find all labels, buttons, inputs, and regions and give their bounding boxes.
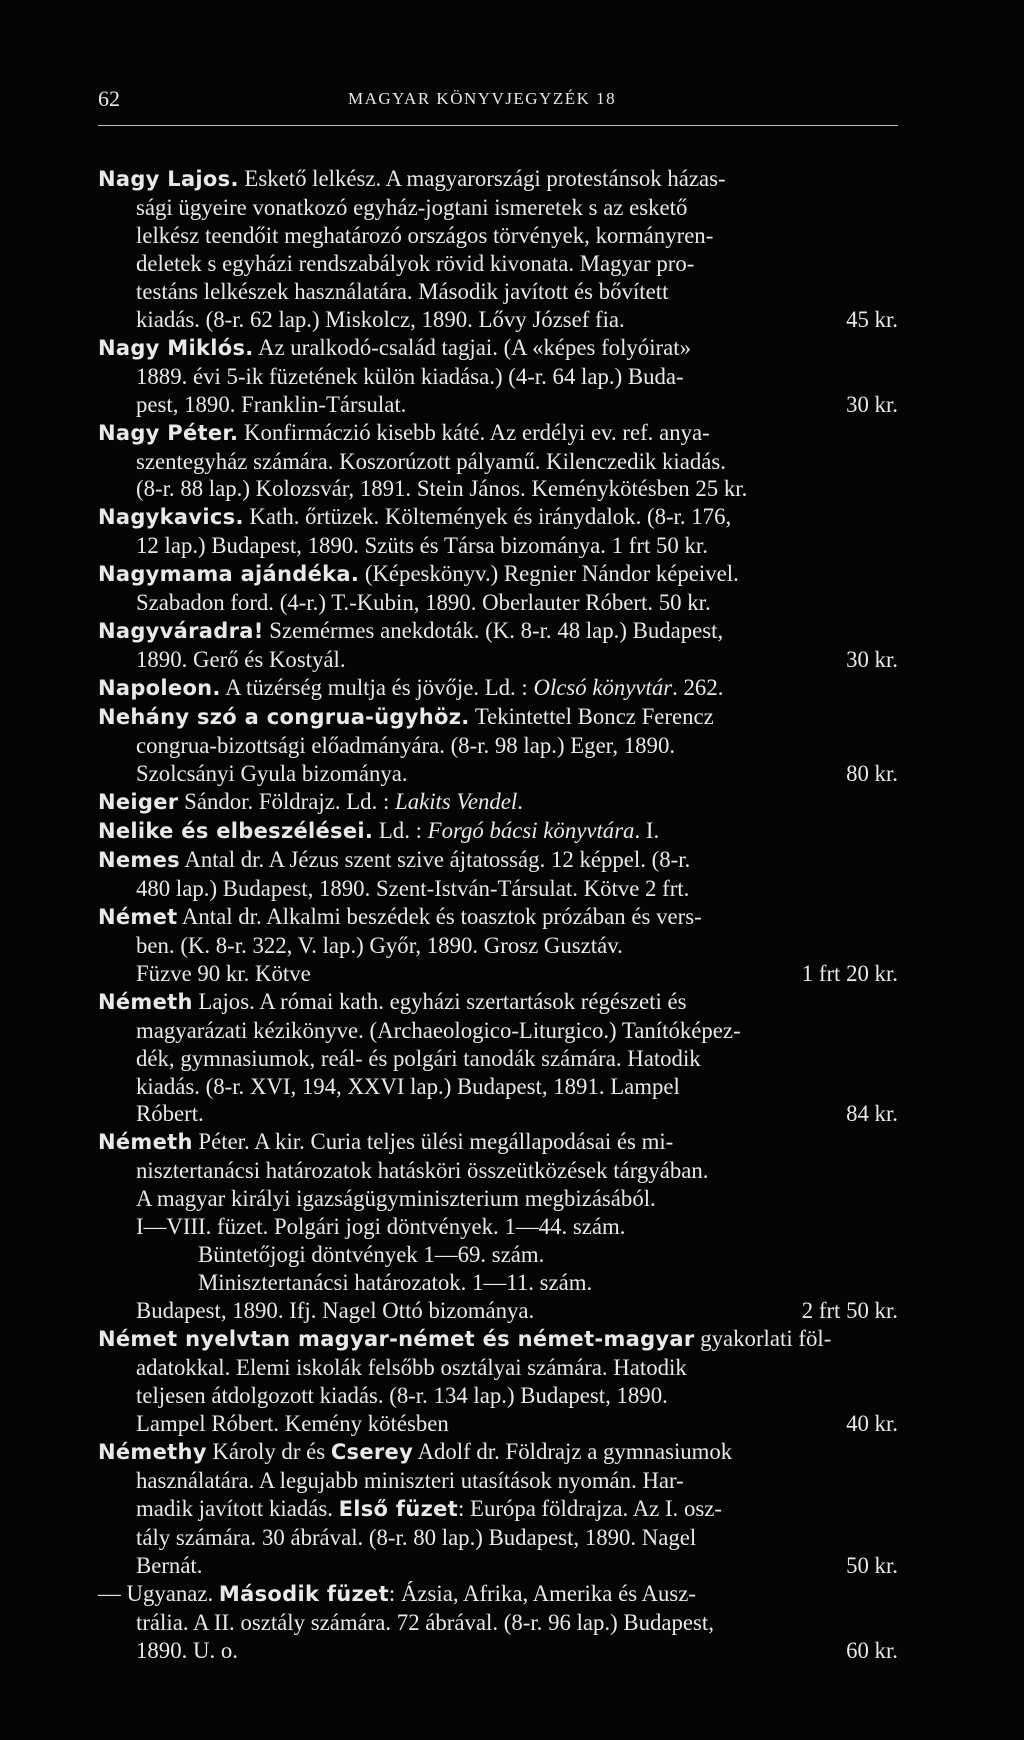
entry-text: tály számára. 30 ábrával. (8-r. 80 lap.) Budapest, 1890. Nagel	[136, 1524, 697, 1550]
entry-text: Péter. A kir. Curia teljes ülési megállapodásai és mi-	[192, 1129, 674, 1155]
entry-text: Lampel Róbert. Kemény kötésben	[136, 1410, 449, 1436]
entry-line	[98, 391, 898, 419]
entry-text: kiadás. (8-r. XVI, 194, XXVI lap.) Budapest, 1891. Lampel	[136, 1073, 680, 1099]
entry-price: 30 kr.	[846, 391, 898, 417]
entry-text: használatára. A legujabb miniszteri utasítások nyomán. Har-	[136, 1467, 684, 1493]
entry-line	[98, 448, 898, 476]
entry-text: : Ázsia, Afrika, Amerika és Ausz-	[388, 1580, 696, 1606]
entry-heading: Neiger	[98, 789, 179, 814]
entry-text: Adolf dr. Földrajz a gymnasiumok	[413, 1438, 733, 1464]
entry-text: congrua-bizottsági előadmányára. (8-r. 98 lap.) Eger, 1890.	[136, 733, 676, 759]
entry-line	[98, 306, 898, 334]
entry-line	[98, 419, 898, 448]
entry-heading: Cserey	[330, 1439, 414, 1464]
entry-text: (Képeskönyv.) Regnier Nándor képeivel.	[359, 561, 739, 587]
entry-text: dék, gymnasiumok, reál- és polgári tanodák számára. Hatodik	[136, 1045, 701, 1071]
entry-line	[98, 1241, 898, 1269]
catalog-entry	[98, 903, 898, 988]
entry-line	[98, 703, 898, 732]
entry-line	[98, 1185, 898, 1213]
entry-heading: Német nyelvtan magyar-német és német-magyar	[98, 1327, 695, 1352]
entry-heading: Nagy Lajos.	[98, 167, 239, 191]
entry-line	[98, 222, 898, 250]
entry-text: Sándor. Földrajz. Ld. :	[178, 788, 396, 814]
entry-reference: Olcsó könyvtár	[533, 675, 673, 701]
entry-text: 1890. U. o.	[136, 1637, 238, 1663]
catalog-entries	[98, 165, 898, 1665]
entry-line	[98, 1410, 898, 1438]
entry-text: A magyar királyi igazságügyminiszterium megbizásából.	[136, 1186, 656, 1212]
entry-heading: Németh	[98, 989, 193, 1014]
entry-text: Kath. őrtüzek. Költemények és iránydalok. (8-r. 176,	[243, 504, 732, 530]
entry-line	[98, 788, 898, 817]
entry-line	[98, 1467, 898, 1495]
entry-line	[98, 589, 898, 617]
entry-line	[98, 988, 898, 1017]
page-number: 62	[98, 86, 120, 111]
entry-line	[98, 1100, 898, 1128]
entry-text: Tekintettel Boncz Ferencz	[469, 704, 714, 730]
catalog-entry	[98, 1438, 898, 1580]
entry-line	[98, 1073, 898, 1101]
entry-text: Antal dr. A Jézus szent szive ájtatosság. 12 képpel. (8-r.	[179, 846, 691, 872]
entry-line	[98, 1495, 898, 1524]
entry-text: magyarázati kézikönyve. (Archaeologico-Liturgico.) Tanítóképez-	[136, 1017, 741, 1043]
entry-text: Antal dr. Alkalmi beszédek és toasztok prózában és vers-	[177, 903, 702, 929]
entry-text: 480 lap.) Budapest, 1890. Szent-István-Társulat. Kötve 2 frt.	[136, 875, 690, 901]
entry-text: Az uralkodó-család tagjai. (A «képes folyóirat»	[253, 334, 691, 360]
entry-text: . I.	[634, 817, 660, 843]
entry-price: 45 kr.	[846, 306, 898, 332]
entry-heading: Nagymama ajándéka.	[98, 562, 360, 587]
entry-text: Füzve 90 kr. Kötve	[136, 960, 311, 986]
catalog-entry	[98, 988, 898, 1129]
entry-line	[98, 1017, 898, 1045]
entry-text: I—VIII. füzet. Polgári jogi döntvények. 1—44. szám.	[136, 1214, 626, 1240]
entry-text: Szolcsányi Gyula bizománya.	[136, 761, 408, 787]
entry-text: Szemérmes anekdoták. (K. 8-r. 48 lap.) Budapest,	[263, 618, 724, 644]
entry-price: 1 frt 20 kr.	[801, 960, 898, 986]
catalog-entry	[98, 560, 898, 617]
entry-price: 60 kr.	[846, 1637, 898, 1663]
entry-line	[98, 1045, 898, 1073]
entry-text: szentegyház számára. Koszorúzott pályamű. Kilenczedik kiadás.	[136, 448, 726, 474]
entry-price: 30 kr.	[846, 647, 898, 673]
entry-heading: Második füzet	[218, 1581, 389, 1606]
entry-heading: Napoleon.	[98, 676, 221, 701]
entry-heading: Németh	[98, 1130, 193, 1155]
entry-price: 84 kr.	[846, 1101, 898, 1127]
catalog-entry	[98, 846, 898, 903]
entry-line	[98, 165, 898, 194]
entry-text: teljesen átdolgozott kiadás. (8-r. 134 lap.) Budapest, 1890.	[136, 1382, 668, 1408]
entry-text: Károly dr és	[206, 1438, 331, 1464]
entry-line	[98, 1580, 898, 1609]
entry-line	[98, 1552, 898, 1580]
entry-text: madik javított kiadás.	[136, 1495, 339, 1521]
entry-line	[98, 646, 898, 674]
entry-text: 1889. évi 5-ik füzetének külön kiadása.) (4-r. 64 lap.) Buda-	[136, 363, 684, 389]
entry-text: Lajos. A római kath. egyházi szertartások régészeti és	[192, 988, 687, 1014]
entry-text: A tüzérség multja és jövője. Ld. :	[220, 675, 534, 701]
entry-line	[98, 732, 898, 760]
entry-line	[98, 278, 898, 306]
entry-line	[98, 817, 898, 846]
entry-text: testáns lelkészek használatára. Második javított és bővített	[136, 278, 669, 304]
entry-line	[98, 875, 898, 903]
entry-text: pest, 1890. Franklin-Társulat.	[136, 391, 407, 417]
entry-price: 40 kr.	[846, 1410, 898, 1436]
entry-line	[98, 1382, 898, 1410]
entry-line	[98, 617, 898, 646]
entry-line	[98, 960, 898, 988]
header-rule	[98, 125, 898, 126]
catalog-entry	[98, 419, 898, 504]
entry-text: .	[517, 788, 523, 814]
entry-line	[98, 1325, 898, 1354]
entry-line	[98, 334, 898, 363]
entry-line	[98, 1637, 898, 1665]
catalog-entry	[98, 1580, 898, 1665]
entry-text: adatokkal. Elemi iskolák felsőbb osztályai számára. Hatodik	[136, 1355, 687, 1381]
entry-reference: Forgó bácsi könyvtára	[427, 817, 635, 843]
entry-line	[98, 194, 898, 222]
entry-line	[98, 1524, 898, 1552]
entry-text: Budapest, 1890. Ifj. Nagel Ottó bizománya.	[136, 1298, 535, 1324]
entry-line	[98, 250, 898, 278]
page-header	[98, 84, 898, 114]
entry-line	[98, 932, 898, 960]
entry-heading: Első füzet	[338, 1496, 458, 1521]
entry-text: Szabadon ford. (4-r.) T.-Kubin, 1890. Oberlauter Róbert. 50 kr.	[136, 590, 711, 616]
entry-heading: Nehány szó a congrua-ügyhöz.	[98, 705, 470, 730]
entry-line	[98, 1128, 898, 1157]
entry-text: deletek s egyházi rendszabályok rövid kivonata. Magyar pro-	[136, 250, 695, 276]
catalog-entry	[98, 617, 898, 674]
entry-line	[98, 475, 898, 503]
catalog-entry	[98, 503, 898, 560]
catalog-entry	[98, 1325, 898, 1438]
entry-line	[98, 560, 898, 589]
catalog-entry	[98, 674, 898, 703]
catalog-entry	[98, 334, 898, 419]
entry-heading: Nelike és elbeszélései.	[98, 818, 374, 843]
entry-heading: Német	[98, 904, 178, 929]
entry-price: 50 kr.	[846, 1552, 898, 1578]
entry-text: Büntetőjogi döntvények 1—69. szám.	[198, 1242, 545, 1268]
entry-text: : Európa földrajza. Az I. osz-	[457, 1495, 722, 1521]
entry-text: lelkész teendőit meghatározó országos törvények, kormányren-	[136, 222, 714, 248]
entry-line	[98, 1297, 898, 1325]
entry-line	[98, 363, 898, 391]
entry-text: (8-r. 88 lap.) Kolozsvár, 1891. Stein János. Keménykötésben 25 kr.	[136, 476, 748, 502]
entry-text: Eskető lelkész. A magyarországi protestánsok házas-	[238, 166, 726, 191]
entry-line	[98, 1438, 898, 1467]
entry-price: 80 kr.	[846, 761, 898, 787]
entry-text: Minisztertanácsi határozatok. 1—11. szám.	[198, 1270, 593, 1296]
entry-line	[98, 503, 898, 532]
entry-text: trália. A II. osztály számára. 72 ábrával. (8-r. 96 lap.) Budapest,	[136, 1609, 714, 1635]
entry-text: gyakorlati föl-	[694, 1326, 832, 1352]
entry-line	[98, 903, 898, 932]
entry-text: 12 lap.) Budapest, 1890. Szüts és Társa bizománya. 1 frt 50 kr.	[136, 533, 708, 559]
entry-line	[98, 532, 898, 560]
entry-heading: Nemes	[98, 847, 180, 872]
entry-text: nisztertanácsi határozatok hatásköri összeütközések tárgyában.	[136, 1158, 709, 1184]
entry-line	[98, 674, 898, 703]
entry-text: Ld. :	[373, 817, 428, 843]
entry-line	[98, 846, 898, 875]
catalog-entry	[98, 817, 898, 846]
entry-heading: Némethy	[98, 1439, 207, 1464]
entry-heading: Nagykavics.	[98, 505, 244, 530]
entry-text: . 262.	[672, 675, 724, 701]
entry-heading: Nagy Miklós.	[98, 335, 254, 360]
entry-text: Bernát.	[136, 1552, 203, 1578]
running-title: MAGYAR KÖNYVJEGYZÉK 18	[348, 89, 617, 108]
entry-line	[98, 1269, 898, 1297]
entry-text: Róbert.	[136, 1101, 204, 1127]
entry-text: kiadás. (8-r. 62 lap.) Miskolcz, 1890. Lővy József fia.	[136, 306, 625, 332]
entry-heading: Nagyváradra!	[98, 619, 264, 644]
entry-line	[98, 1354, 898, 1382]
entry-text: Konfirmáczió kisebb káté. Az erdélyi ev. ref. anya-	[238, 419, 710, 445]
catalog-entry	[98, 703, 898, 788]
entry-price: 2 frt 50 kr.	[801, 1298, 898, 1324]
entry-text: sági ügyeire vonatkozó egyház-jogtani ismeretek s az eskető	[136, 194, 688, 220]
entry-text: ben. (K. 8-r. 322, V. lap.) Győr, 1890. Grosz Gusztáv.	[136, 932, 623, 958]
entry-text: — Ugyanaz.	[98, 1580, 219, 1606]
entry-reference: Lakits Vendel	[395, 788, 518, 814]
entry-text: 1890. Gerő és Kostyál.	[136, 647, 346, 673]
catalog-entry	[98, 1128, 898, 1325]
entry-line	[98, 1157, 898, 1185]
catalog-entry	[98, 165, 898, 334]
entry-line	[98, 760, 898, 788]
catalog-entry	[98, 788, 898, 817]
entry-line	[98, 1609, 898, 1637]
entry-heading: Nagy Péter.	[98, 420, 239, 445]
entry-line	[98, 1213, 898, 1241]
